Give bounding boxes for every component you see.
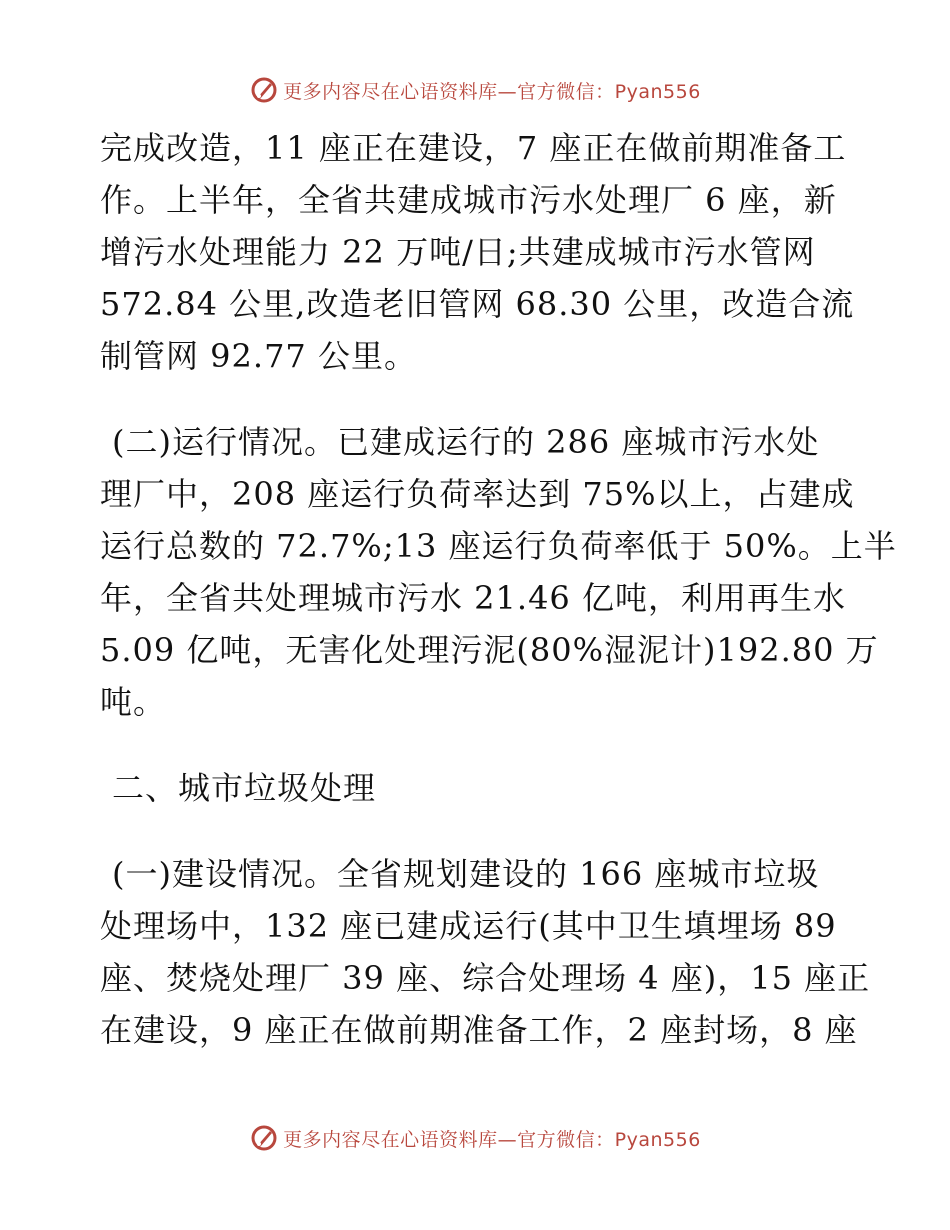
brush-ring-logo-icon [249,1123,279,1153]
text-line: 作。上半年，全省共建成城市污水处理厂 6 座，新 [100,181,837,219]
text-line: 理厂中，208 座运行负荷率达到 75%以上，占建成 [100,475,855,513]
text-line: 572.84 公里,改造老旧管网 68.30 公里，改造合流 [100,285,855,323]
header-watermark-text: 更多内容尽在心语资料库—官方微信：Pyan556 [283,80,701,103]
text-line: 吨。 [100,683,167,721]
paragraph-operation-status [100,416,897,728]
document-body [100,122,897,1056]
footer-watermark [0,1118,950,1158]
header-watermark [0,70,950,110]
text-line: (二)运行情况。已建成运行的 286 座城市污水处 [112,423,820,461]
text-line: 座、焚烧处理厂 39 座、综合处理场 4 座)，15 座正 [100,959,871,997]
text-line: 年，全省共处理城市污水 21.46 亿吨，利用再生水 [100,579,846,617]
text-line: 处理场中，132 座已建成运行(其中卫生填埋场 89 [100,907,837,945]
text-line: 运行总数的 72.7%;13 座运行负荷率低于 50%。上半 [100,527,897,565]
text-line: 制管网 92.77 公里。 [100,337,417,375]
brush-ring-logo-icon [249,75,279,105]
paragraph-sewage-construction [100,122,855,382]
section-heading [100,762,852,814]
paragraph-garbage-construction [100,848,871,1056]
text-line: (一)建设情况。全省规划建设的 166 座城市垃圾 [112,855,820,893]
footer-watermark-text: 更多内容尽在心语资料库—官方微信：Pyan556 [283,1128,701,1151]
text-line: 在建设，9 座正在做前期准备工作，2 座封场，8 座 [100,1011,858,1049]
section-heading-text: 二、城市垃圾处理 [112,769,377,807]
text-line: 完成改造，11 座正在建设，7 座正在做前期准备工 [100,129,847,167]
text-line: 增污水处理能力 22 万吨/日;共建成城市污水管网 [100,233,816,271]
text-line: 5.09 亿吨，无害化处理污泥(80%湿泥计)192.80 万 [100,631,879,669]
